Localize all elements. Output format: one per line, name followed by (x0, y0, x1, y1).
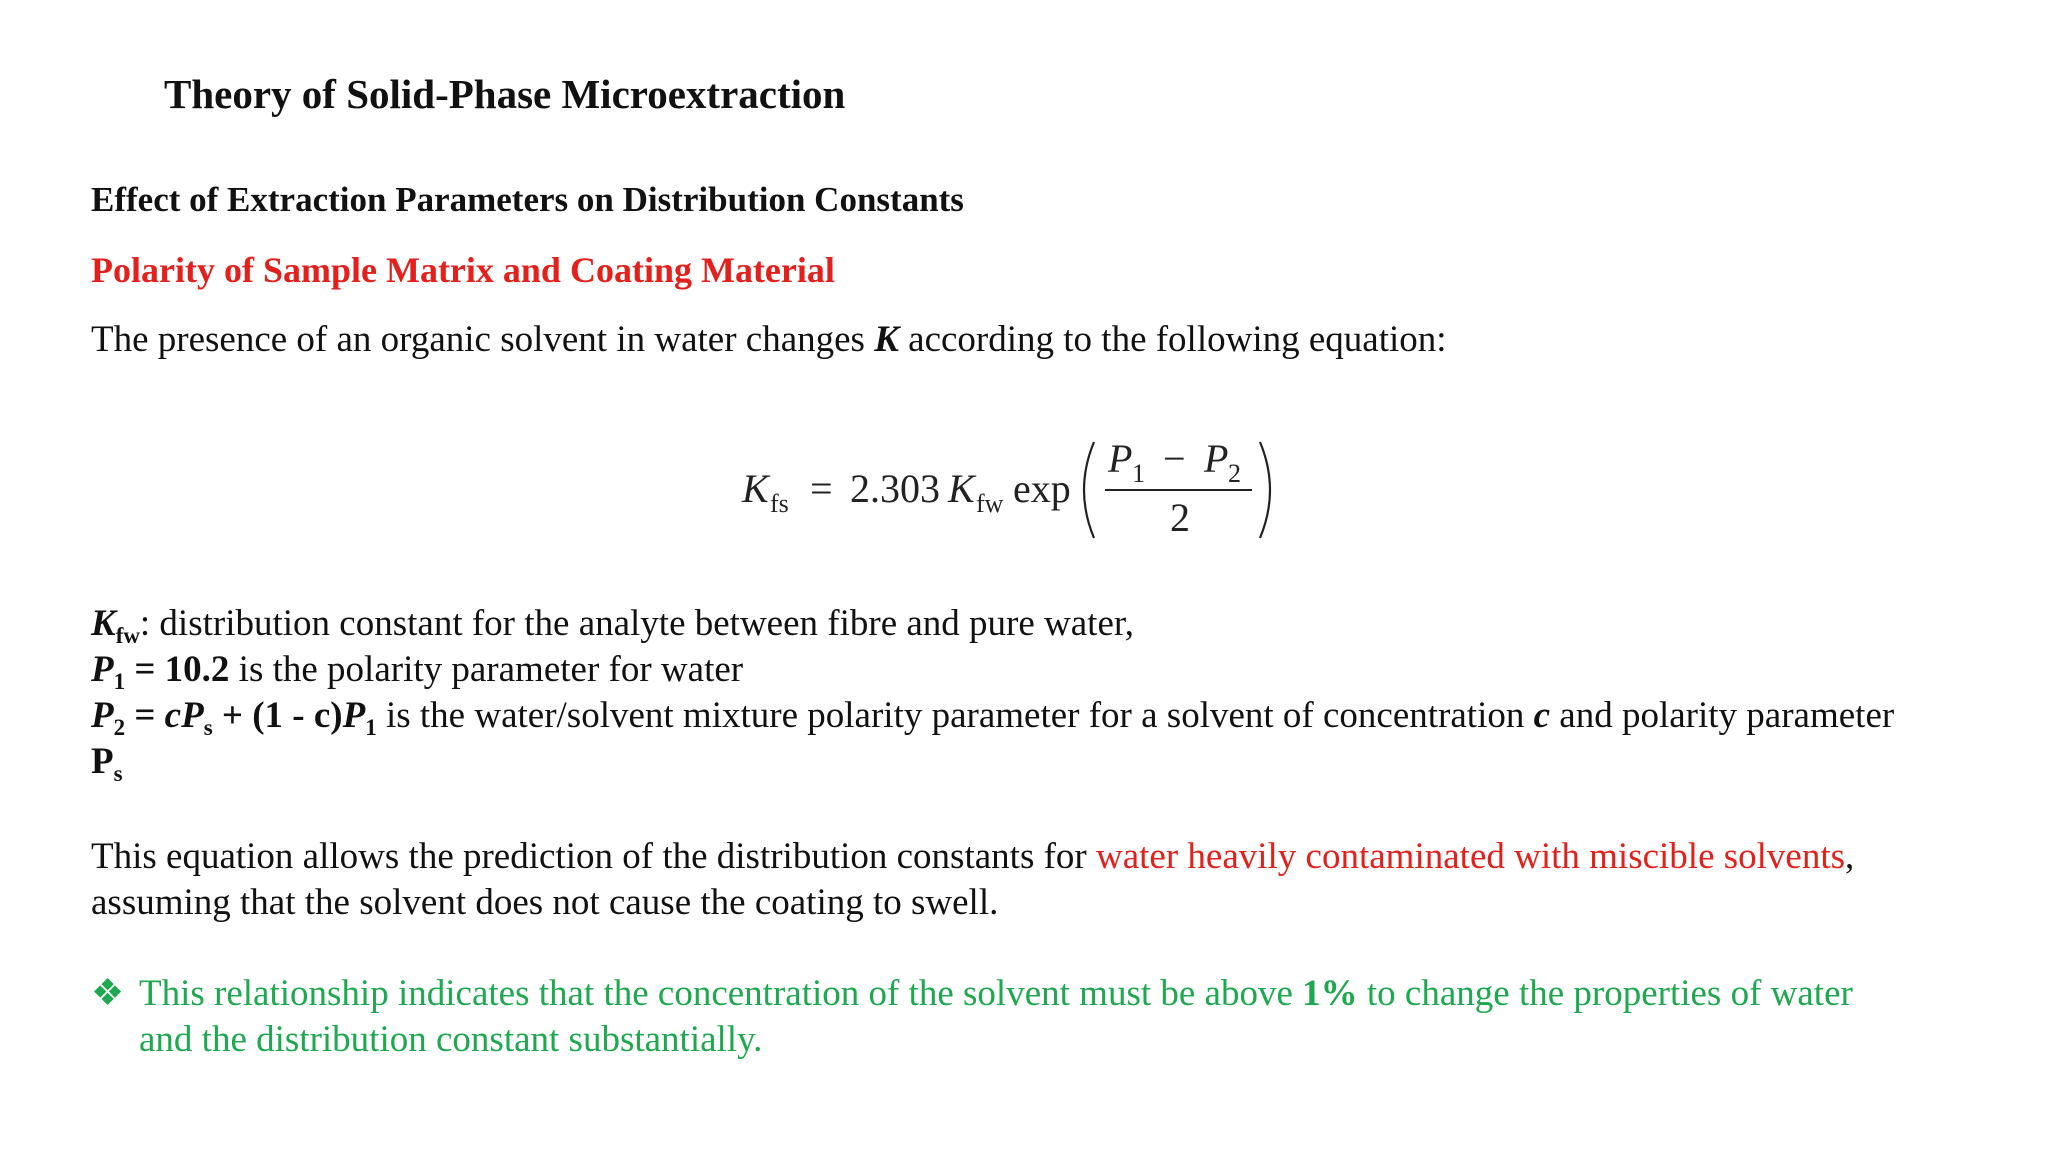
note-value: 1% (1302, 973, 1358, 1014)
para-highlight: water heavily contaminated with miscible solvents (1095, 836, 1846, 877)
eq-lhs: K (742, 466, 769, 511)
def-ps-sub: s (203, 715, 213, 741)
def-text2: and polarity parameter (1550, 695, 1895, 736)
note-after: to change the properties of water (1357, 973, 1853, 1014)
def-symbol: P (91, 695, 114, 736)
intro-after: according to the following equation: (898, 319, 1447, 360)
para-line2: assuming that the solvent does not cause the coating to swell. (91, 882, 999, 923)
eq-equals: = (810, 466, 833, 511)
def-text: is the water/solvent mixture polarity parameter for a solvent of concentration (376, 695, 1534, 736)
eq-k: K (948, 466, 975, 511)
para-before: This equation allows the prediction of the distribution constants for (91, 836, 1096, 877)
eq-num-p2-sub: 2 (1228, 459, 1241, 488)
eq-num-p1-sub: 1 (1132, 459, 1145, 488)
def-ps: P (181, 695, 204, 736)
diamond-bullet-icon: ❖ (91, 973, 125, 1014)
eq-den: 2 (1170, 495, 1190, 540)
eq-k-sub: fw (976, 489, 1004, 518)
def-mid: + (1 - c) (212, 695, 343, 736)
intro-before: The presence of an organic solvent in water changes (91, 319, 875, 360)
def-symbol: P (91, 741, 114, 782)
def-subscript: fw (115, 623, 140, 649)
eq-right-paren (1260, 442, 1270, 538)
def-symbol: K (91, 603, 116, 644)
eq-left-paren (1084, 442, 1094, 538)
intro-symbol: K (874, 319, 899, 360)
section-heading: Effect of Extraction Parameters on Distribution Constants (91, 180, 964, 219)
equation (700, 420, 1340, 550)
intro-text (91, 318, 1447, 361)
def-eq: = (125, 695, 165, 736)
def-subscript: s (113, 761, 123, 787)
def-value: = 10.2 (125, 649, 230, 690)
eq-minus: − (1163, 436, 1186, 481)
eq-lhs-sub: fs (770, 489, 789, 518)
definition-kfw (91, 602, 1134, 649)
explanation-paragraph (91, 834, 1854, 926)
definition-ps (91, 740, 123, 787)
def-text: : distribution constant for the analyte between fibre and pure water, (139, 603, 1134, 644)
slide-title: Theory of Solid-Phase Microextraction (164, 71, 846, 117)
def-c: c (164, 695, 182, 736)
eq-num-p1: P (1108, 436, 1133, 481)
eq-func: exp (1013, 466, 1071, 511)
note-bullet (91, 971, 1853, 1063)
def-p1: P (342, 695, 366, 736)
note-before: This relationship indicates that the concentration of the solvent must be above (139, 973, 1303, 1014)
def-c2: c (1533, 695, 1551, 736)
note-line2: and the distribution constant substantially. (139, 1019, 763, 1060)
definition-p2 (91, 694, 1895, 741)
def-subscript: 2 (113, 715, 126, 741)
def-subscript: 1 (113, 669, 126, 695)
definition-p1 (91, 648, 744, 695)
subsection-heading: Polarity of Sample Matrix and Coating Material (91, 250, 835, 290)
def-p1-sub: 1 (365, 715, 377, 741)
eq-coef: 2.303 (850, 466, 940, 511)
def-symbol: P (91, 649, 114, 690)
para-after: , (1845, 836, 1855, 877)
eq-num-p2: P (1204, 436, 1229, 481)
def-text: is the polarity parameter for water (229, 649, 744, 690)
